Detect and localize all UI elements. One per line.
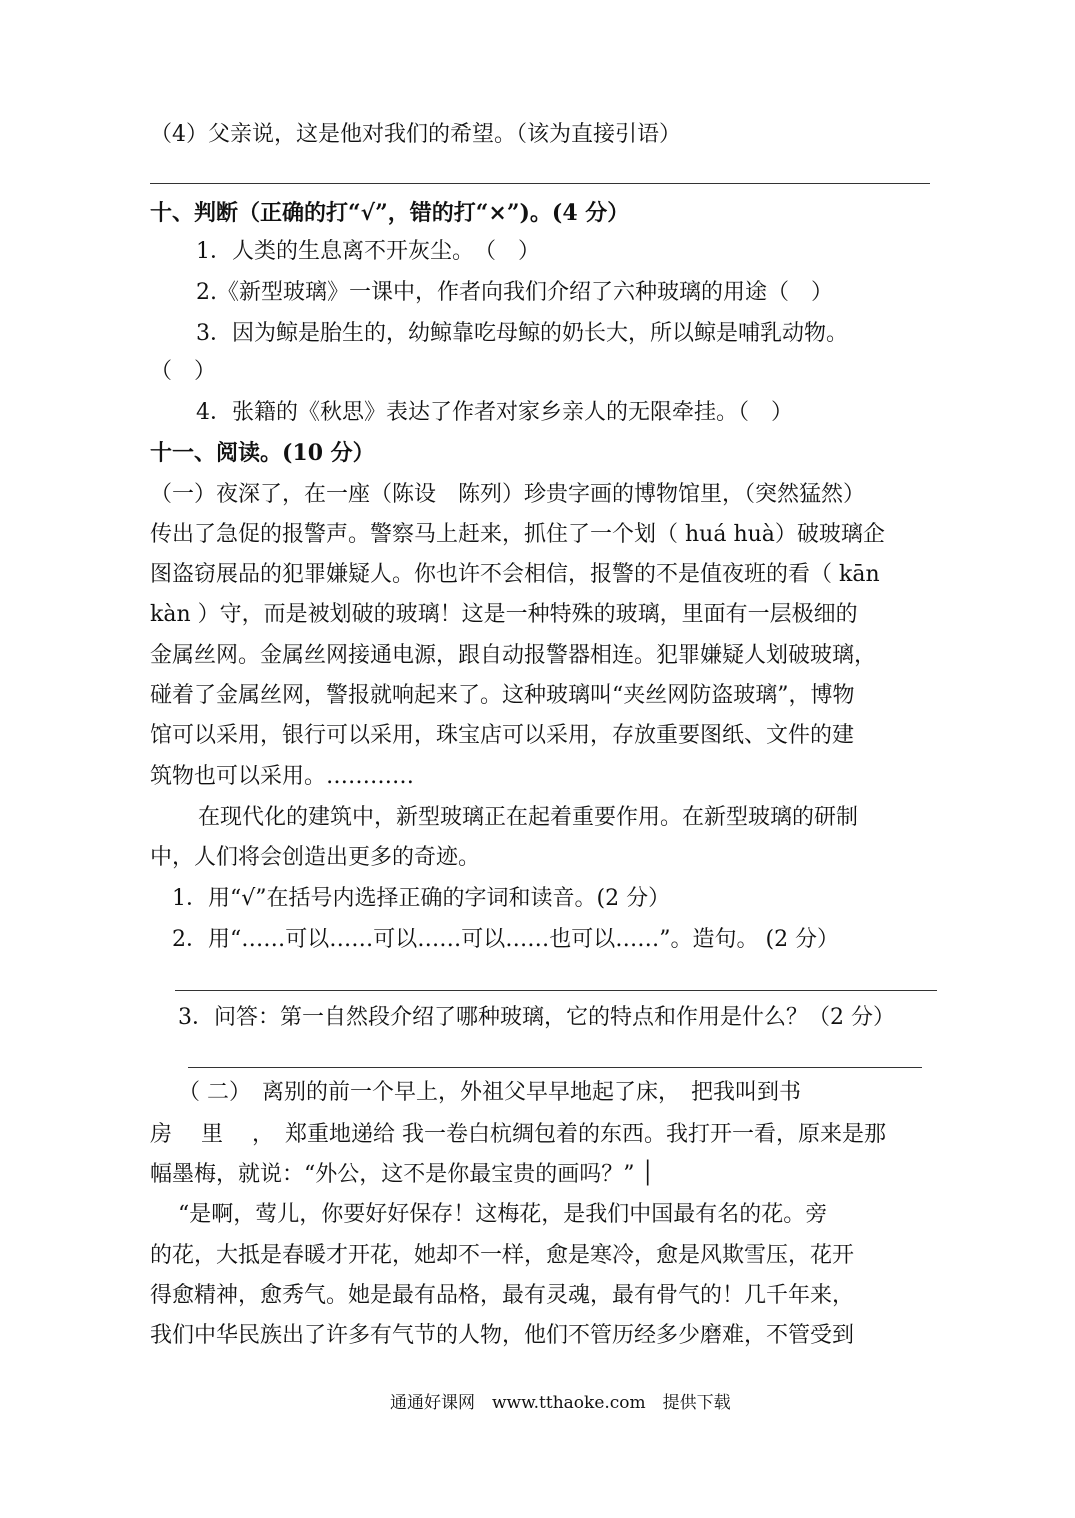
passage-line: 筑物也可以采用。…………: [150, 764, 415, 789]
reading-question-3: 3．问答：第一自然段介绍了哪种玻璃，它的特点和作用是什么？（2 分）: [178, 1005, 895, 1030]
answer-line: [175, 990, 937, 991]
section11-heading: 十一、阅读。(10 分）: [150, 440, 375, 466]
passage-line: 中，人们将会创造出更多的奇迹。: [150, 845, 481, 870]
judge-item-3-bracket: （ ）: [150, 359, 217, 384]
passage-line: “是啊，莺儿，你要好好保存！这梅花，是我们中国最有名的花。旁: [178, 1202, 828, 1227]
passage-line: 我们中华民族出了许多有气节的人物，他们不管历经多少磨难，不管受到: [150, 1323, 855, 1348]
section10-heading: 十、判断（正确的打“√”，错的打“×”)。(4 分）: [150, 200, 630, 226]
answer-line: [150, 183, 930, 184]
passage-line: 馆可以采用，银行可以采用，珠宝店可以采用，存放重要图纸、文件的建: [150, 723, 855, 748]
passage-line: kàn ）守，而是被划破的玻璃！这是一种特殊的玻璃，里面有一层极细的: [150, 602, 858, 627]
passage-line: （一）夜深了，在一座（陈设 陈列）珍贵字画的博物馆里，（突然猛然）: [150, 482, 866, 507]
judge-item-4: 4．张籍的《秋思》表达了作者对家乡亲人的无限牵挂。（ ）: [196, 400, 793, 425]
passage-line: 金属丝网。金属丝网接通电源，跟自动报警器相连。犯罪嫌疑人划破玻璃，: [150, 643, 877, 668]
judge-item-1: 1．人类的生息离不开灰尘。 （ ）: [196, 239, 540, 264]
reading-question-1: 1．用“√”在括号内选择正确的字词和读音。(2 分）: [172, 886, 671, 911]
reading-question-2: 2．用“……可以……可以……可以……也可以……”。造句。 (2 分）: [172, 927, 840, 952]
passage-line: 得愈精神，愈秀气。她是最有品格，最有灵魂，最有骨气的！几千年来，: [150, 1283, 855, 1308]
judge-item-2: 2.《新型玻璃》一课中，作者向我们介绍了六种玻璃的用途（ ）: [196, 280, 833, 305]
passage-line: （ 二） 离别的前一个早上，外祖父早早地起了床， 把我叫到书: [178, 1080, 801, 1105]
passage-line: 碰着了金属丝网，警报就响起来了。这种玻璃叫“夹丝网防盗玻璃”，博物: [150, 683, 855, 708]
page-footer: 通通好课网 www.tthaoke.com 提供下载: [390, 1393, 731, 1413]
answer-line: [188, 1067, 922, 1068]
q4-rewrite-line: （4）父亲说，这是他对我们的希望。（该为直接引语）: [150, 122, 681, 147]
passage-line: 房 里 ， 郑重地递给 我一卷白杭绸包着的东西。我打开一看，原来是那: [150, 1122, 886, 1147]
passage-line: 幅墨梅，就说：“外公，这不是你最宝贵的画吗？” ׀: [150, 1162, 654, 1187]
passage-line: 的花，大抵是春暖才开花，她却不一样，愈是寒冷，愈是风欺雪压，花开: [150, 1243, 855, 1268]
judge-item-3: 3．因为鲸是胎生的，幼鲸靠吃母鲸的奶长大，所以鲸是哺乳动物。: [196, 321, 848, 346]
passage-line: 在现代化的建筑中，新型玻璃正在起着重要作用。在新型玻璃的研制: [198, 805, 859, 830]
passage-line: 图盗窃展品的犯罪嫌疑人。你也许不会相信，报警的不是值夜班的看（ kān: [150, 562, 880, 587]
passage-line: 传出了急促的报警声。警察马上赶来，抓住了一个划（ huá huà）破玻璃企: [150, 522, 885, 547]
